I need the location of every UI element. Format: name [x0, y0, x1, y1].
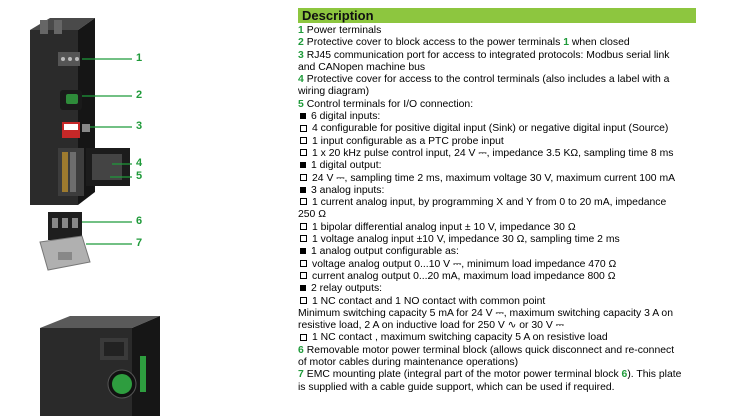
item-reference: 1 — [563, 37, 569, 49]
description-line — [298, 308, 752, 320]
description-line — [298, 283, 752, 295]
line-text: 1 digital output: — [311, 160, 382, 172]
open-square-bullet-icon — [300, 297, 307, 304]
item-number: 5 — [298, 98, 304, 110]
line-text: Protective cover for access to the control terminals (also includes a label with a — [306, 74, 670, 86]
callout-7: 7 — [136, 237, 143, 249]
line-text: resistive load, 2 A on inductive load for 250 V ∿ or 30 V ⎓ — [298, 320, 564, 332]
item-reference: 6 — [621, 369, 628, 381]
item-number: 2 — [298, 37, 304, 49]
filled-square-bullet-icon — [300, 162, 306, 168]
description-line — [298, 209, 752, 221]
description-line — [298, 62, 752, 74]
description-line — [298, 160, 752, 172]
description-line — [298, 99, 752, 111]
callout-5: 5 — [136, 170, 143, 182]
description-line — [298, 136, 752, 148]
open-square-bullet-icon — [300, 125, 307, 132]
description-line — [298, 111, 752, 123]
description-line — [298, 382, 752, 394]
line-text: voltage analog output 0...10 V ⎓, minimum load impedance 470 Ω — [312, 258, 617, 270]
description-line — [298, 222, 752, 234]
filled-square-bullet-icon — [300, 248, 306, 254]
description-line — [298, 246, 752, 258]
drive-front — [40, 316, 160, 416]
description-line — [298, 197, 752, 209]
line-text: 1 voltage analog input ±10 V, impedance 30 Ω, sampling time 2 ms — [312, 234, 620, 246]
line-text: RJ45 communication port for access to integrated protocols: Modbus serial link — [306, 49, 670, 61]
callout-1: 1 — [136, 52, 143, 64]
line-text: 1 NC contact and 1 NO contact with common point — [312, 295, 546, 307]
line-text: of motor cables during maintenance operations) — [298, 357, 519, 369]
open-square-bullet-icon — [300, 174, 307, 181]
description-heading: Description — [298, 8, 696, 23]
line-text: 24 V ⎓, sampling time 2 ms, maximum voltage 30 V, maximum current 100 mA — [312, 172, 676, 184]
line-text: current analog output 0...20 mA, maximum load impedance 800 Ω — [312, 270, 616, 282]
callout-2: 2 — [136, 89, 143, 101]
callout-4: 4 — [136, 157, 143, 169]
item-number: 4 — [298, 74, 304, 86]
description-line — [298, 86, 752, 98]
open-square-bullet-icon — [300, 334, 307, 341]
product-illustration — [0, 0, 290, 416]
description-line — [298, 37, 752, 49]
line-text: is supplied with a cable guide support, which can be used if required. — [298, 381, 615, 393]
filled-square-bullet-icon — [300, 285, 306, 291]
item-number: 3 — [298, 49, 304, 61]
line-text: 4 configurable for positive digital input (Sink) or negative digital input (Source) — [312, 123, 669, 135]
line-text: Control terminals for I/O connection: — [306, 98, 474, 110]
description-line — [298, 369, 752, 381]
line-text: and CANopen machine bus — [298, 61, 426, 73]
line-text: Protective cover to block access to the power terminals — [306, 37, 564, 49]
line-text: 1 x 20 kHz pulse control input, 24 V ⎓, impedance 3.5 KΩ, sampling time 8 ms — [312, 147, 674, 159]
open-square-bullet-icon — [300, 223, 307, 230]
open-square-bullet-icon — [300, 260, 307, 267]
drive-drawing — [0, 0, 290, 416]
line-text: 1 input configurable as a PTC probe input — [312, 135, 504, 147]
emc-plate — [40, 212, 90, 270]
description-list — [298, 25, 752, 394]
line-text: 250 Ω — [298, 209, 326, 221]
line-text-after: ). This plate — [627, 369, 682, 381]
open-square-bullet-icon — [300, 137, 307, 144]
description-line — [298, 74, 752, 86]
line-text: Power terminals — [306, 25, 382, 36]
line-text: 1 NC contact , maximum switching capacity 5 A on resistive load — [312, 332, 608, 344]
filled-square-bullet-icon — [300, 113, 306, 119]
item-number: 1 — [298, 25, 304, 36]
description-line — [298, 25, 752, 37]
description-line — [298, 50, 752, 62]
open-square-bullet-icon — [300, 235, 307, 242]
description-line — [298, 320, 752, 332]
description-panel — [298, 8, 752, 394]
line-text: 3 analog inputs: — [311, 184, 385, 196]
description-line — [298, 234, 752, 246]
description-line — [298, 357, 752, 369]
description-line — [298, 123, 752, 135]
description-line — [298, 185, 752, 197]
line-text: 1 bipolar differential analog input ± 10 V, impedance 30 Ω — [312, 221, 576, 233]
line-text: 1 current analog input, by programming X and Y from 0 to 20 mA, impedance — [312, 197, 667, 209]
description-line — [298, 332, 752, 344]
item-number: 6 — [298, 344, 304, 356]
callout-3: 3 — [136, 120, 143, 132]
line-text: Minimum switching capacity 5 mA for 24 V ⎓, maximum switching capacity 3 A on — [298, 307, 673, 319]
callout-6: 6 — [136, 215, 143, 227]
line-text: EMC mounting plate (integral part of the motor power terminal block — [306, 369, 622, 381]
line-text: 2 relay outputs: — [311, 283, 383, 295]
filled-square-bullet-icon — [300, 187, 306, 193]
line-text-after: when closed — [568, 37, 630, 49]
open-square-bullet-icon — [300, 272, 307, 279]
line-text: 6 digital inputs: — [311, 111, 381, 123]
description-line — [298, 271, 752, 283]
open-square-bullet-icon — [300, 149, 307, 156]
item-number: 7 — [298, 369, 304, 381]
line-text: 1 analog output configurable as: — [311, 246, 459, 258]
description-line — [298, 148, 752, 160]
open-square-bullet-icon — [300, 198, 307, 205]
description-line — [298, 259, 752, 271]
line-text: Removable motor power terminal block (allows quick disconnect and re-connect — [306, 344, 675, 356]
line-text: wiring diagram) — [298, 86, 370, 98]
description-line — [298, 296, 752, 308]
description-line — [298, 173, 752, 185]
description-line — [298, 345, 752, 357]
